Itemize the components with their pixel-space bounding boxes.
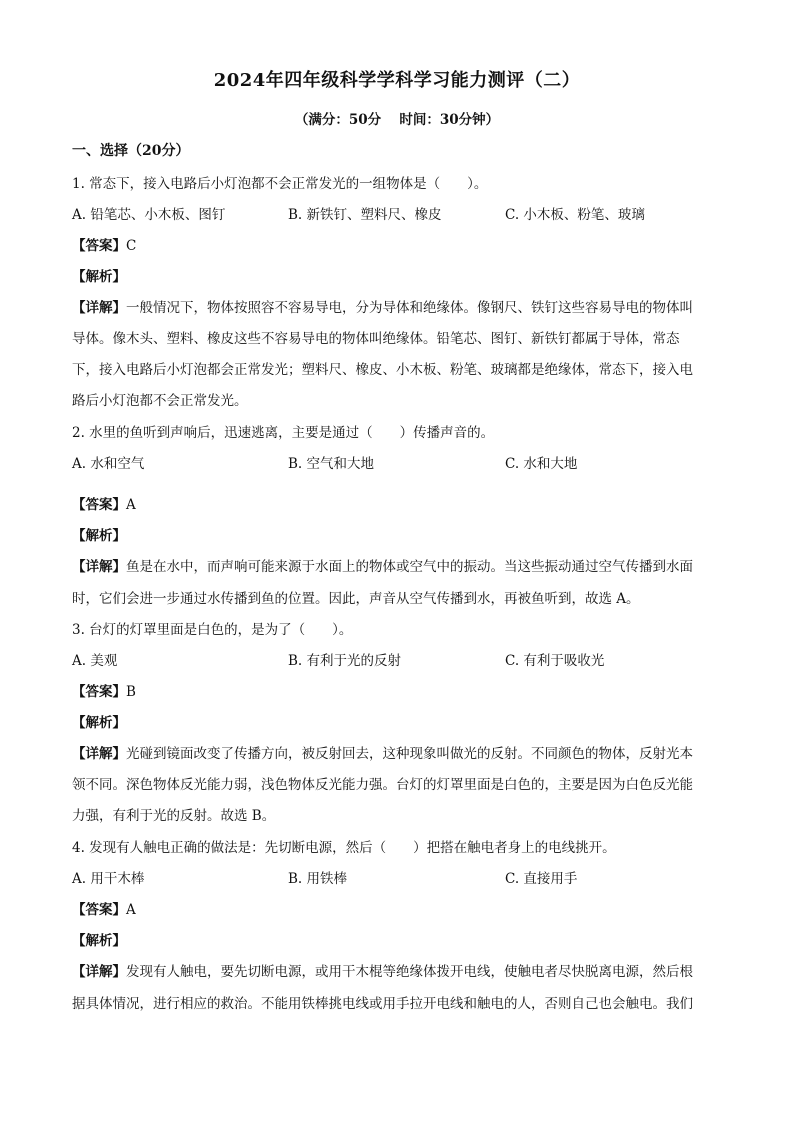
question-4-option-c: C. 直接用手 [505, 871, 578, 887]
question-4-option-a: A. 用干木棒 [72, 871, 145, 887]
question-1-option-b: B. 新铁钉、塑料尺、橡皮 [288, 207, 442, 223]
question-3-detail-line: 领不同。深色物体反光能力弱，浅色物体反光能力强。台灯的灯罩里面是白色的，主要是因为白色反光能 [72, 777, 693, 793]
question-3-analysis-label: 【解析】 [72, 715, 126, 731]
answer-label: 【答案】 [72, 238, 126, 254]
question-1-option-c: C. 小木板、粉笔、玻璃 [505, 207, 645, 223]
question-3-option-c: C. 有利于吸收光 [505, 653, 605, 669]
page-title: 2024年四年级科学学科学习能力测评（二） [213, 70, 581, 91]
answer-label: 【答案】 [72, 497, 126, 513]
answer-value: A [126, 902, 136, 918]
answer-value: C [126, 238, 137, 254]
answer-value: B [126, 684, 136, 700]
question-2-option-b: B. 空气和大地 [288, 456, 375, 472]
question-3-detail-line [72, 742, 724, 762]
question-1-stem: 1. 常态下，接入电路后小灯泡都不会正常发光的一组物体是（ ）。 [72, 176, 488, 192]
question-2-analysis-label: 【解析】 [72, 528, 126, 544]
question-3-detail-line: 力强，有利于光的反射。故选 B。 [72, 808, 276, 824]
answer-label: 【答案】 [72, 684, 126, 700]
question-4-analysis-label: 【解析】 [72, 933, 126, 949]
question-4-detail-line: 据具体情况，进行相应的救治。不能用铁棒挑电线或用手拉开电线和触电的人，否则自己也会触电。我们 [72, 996, 693, 1012]
question-2-detail-line [72, 555, 724, 575]
question-4-answer [72, 898, 724, 918]
question-1-detail-line: 导体。像木头、塑料、橡皮这些不容易导电的物体叫绝缘体。铅笔芯、图钉、新铁钉都属于导体，常态 [72, 331, 680, 347]
detail-text: 鱼是在水中，而声响可能来源于水面上的物体或空气中的振动。当这些振动通过空气传播到水面 [126, 559, 693, 575]
question-2-stem: 2. 水里的鱼听到声响后，迅速逃离，主要是通过（ ）传播声音的。 [72, 425, 495, 441]
question-3-option-b: B. 有利于光的反射 [288, 653, 402, 669]
page-subtitle: （满分：50分 时间：30分钟） [294, 112, 500, 128]
question-1-answer [72, 234, 724, 254]
question-4-option-b: B. 用铁棒 [288, 871, 348, 887]
detail-text: 一般情况下，物体按照容不容易导电，分为导体和绝缘体。像钢尺、铁钉这些容易导电的物体叫 [126, 300, 693, 316]
question-2-answer [72, 493, 724, 513]
question-3-answer [72, 680, 724, 700]
section-heading: 一、选择（20分） [72, 143, 190, 159]
question-4-stem: 4. 发现有人触电正确的做法是：先切断电源，然后（ ）把搭在触电者身上的电线挑开。 [72, 840, 616, 856]
detail-label: 【详解】 [72, 746, 126, 762]
question-1-detail-line [72, 296, 724, 316]
question-2-option-c: C. 水和大地 [505, 456, 578, 472]
question-1-detail-line: 下，接入电路后小灯泡都会正常发光；塑料尺、橡皮、小木板、粉笔、玻璃都是绝缘体，常态下，接入电 [72, 362, 693, 378]
question-3-stem: 3. 台灯的灯罩里面是白色的，是为了（ ）。 [72, 622, 353, 638]
detail-label: 【详解】 [72, 300, 126, 316]
question-4-detail-line [72, 960, 724, 980]
detail-text: 发现有人触电，要先切断电源，或用干木棍等绝缘体拨开电线，使触电者尽快脱离电源，然后根 [126, 964, 693, 980]
answer-value: A [126, 497, 136, 513]
question-1-option-a: A. 铅笔芯、小木板、图钉 [72, 207, 226, 223]
question-1-detail-line: 路后小灯泡都不会正常发光。 [72, 393, 248, 409]
answer-label: 【答案】 [72, 902, 126, 918]
detail-label: 【详解】 [72, 559, 126, 575]
question-2-option-a: A. 水和空气 [72, 456, 145, 472]
question-1-analysis-label: 【解析】 [72, 269, 126, 285]
question-2-detail-line: 时，它们会进一步通过水传播到鱼的位置。因此，声音从空气传播到水，再被鱼听到，故选 A。 [72, 591, 640, 607]
detail-text: 光碰到镜面改变了传播方向，被反射回去，这种现象叫做光的反射。不同颜色的物体，反射光本 [126, 746, 693, 762]
question-3-option-a: A. 美观 [72, 653, 118, 669]
detail-label: 【详解】 [72, 964, 126, 980]
